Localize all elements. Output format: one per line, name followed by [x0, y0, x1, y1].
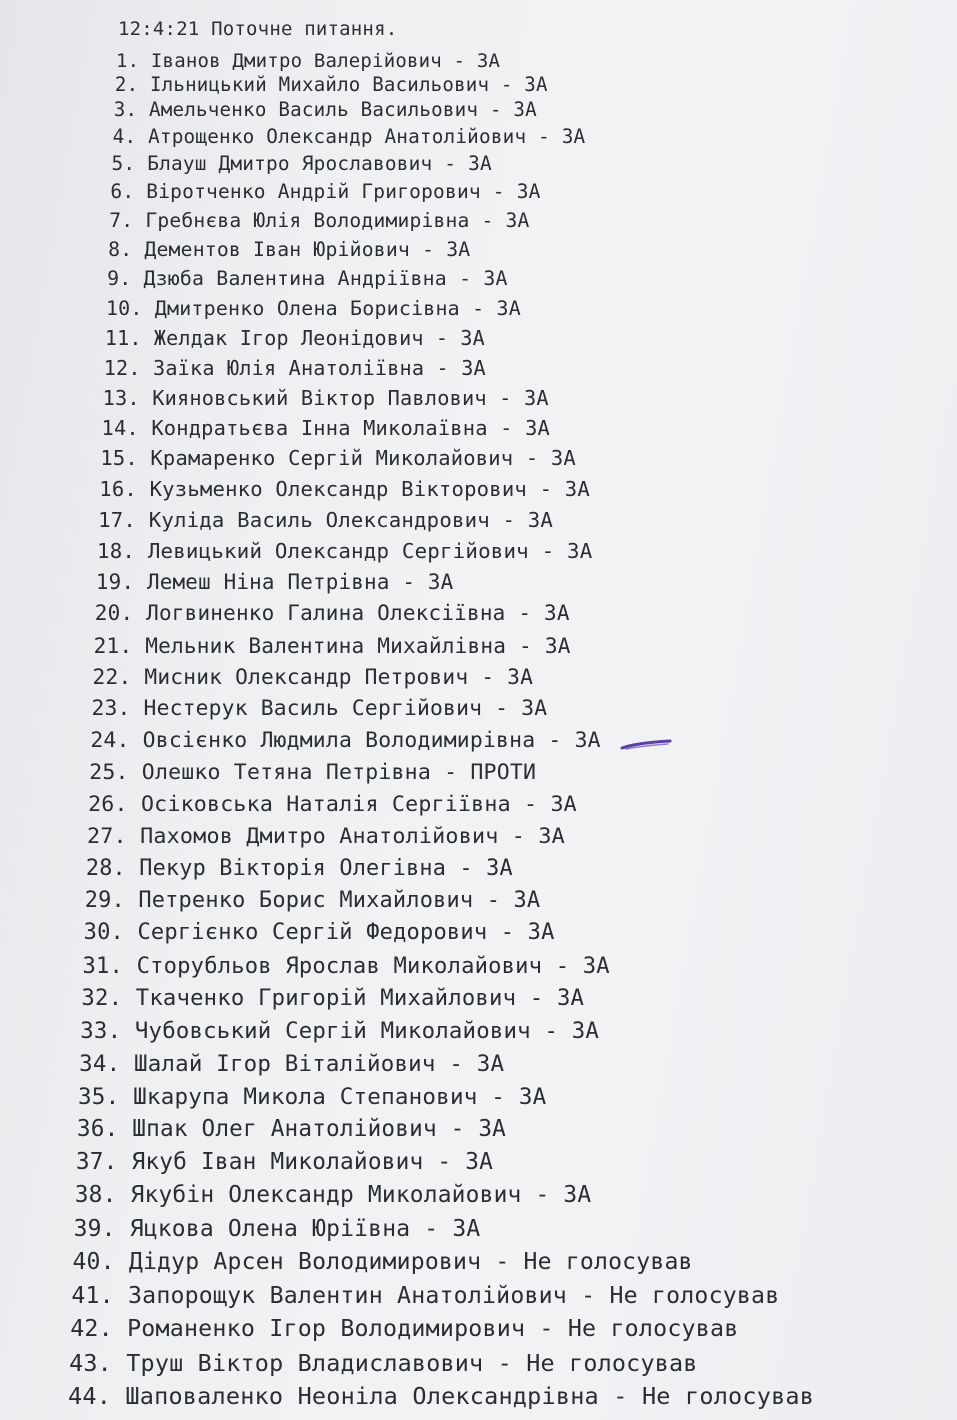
row-number: 30. [83, 920, 124, 946]
vote-result: ЗА [550, 791, 577, 817]
row-number: 10. [105, 296, 143, 320]
vote-result: ЗА [538, 823, 565, 849]
vote-row [96, 570, 454, 594]
separator: - [542, 952, 583, 979]
vote-row [97, 539, 592, 563]
vote-row [85, 888, 541, 913]
separator: - [410, 1215, 453, 1242]
vote-result: ЗА [525, 415, 550, 440]
deputy-name: Якуб Іван Миколайович [131, 1149, 424, 1176]
deputy-name: Романенко Ігор Володимирович [127, 1315, 526, 1343]
vote-result: ЗА [427, 570, 454, 595]
row-number: 27. [86, 823, 127, 849]
vote-row [68, 1382, 814, 1410]
row-number: 15. [100, 446, 138, 471]
deputy-name: Кондратьєва Інна Миколаївна [151, 415, 488, 440]
deputy-name: Шаповаленко Неоніла Олександрівна [125, 1382, 599, 1410]
deputy-name: Труш Віктор Владиславович [126, 1348, 484, 1377]
vote-row [113, 125, 586, 148]
row-number: 17. [98, 507, 137, 532]
vote-result: ЗА [476, 50, 501, 72]
vote-row [104, 356, 486, 380]
deputy-name: Дмитренко Олена Борисівна [154, 296, 460, 320]
deputy-name: Петренко Борис Михайлович [138, 888, 474, 914]
separator: - [516, 985, 557, 1012]
row-number: 4. [112, 125, 137, 149]
separator: - [513, 446, 551, 471]
row-number: 3. [113, 98, 138, 122]
deputy-name: Левицький Олександр Сергійович [147, 538, 529, 563]
vote-result: Не голосував [523, 1248, 693, 1275]
vote-row [116, 50, 500, 72]
vote-result: ЗА [505, 208, 530, 232]
separator: - [469, 208, 506, 232]
separator: - [489, 72, 525, 96]
separator: - [478, 98, 514, 122]
vote-result: ЗА [550, 446, 576, 471]
vote-row [99, 477, 590, 501]
vote-result: ЗА [521, 695, 548, 721]
row-number: 19. [95, 570, 135, 595]
vote-row [107, 267, 508, 290]
deputy-name: Кузьменко Олександр Вікторович [149, 477, 527, 502]
vote-row [84, 920, 555, 945]
deputy-name: Ільницький Михайло Васильович [149, 72, 490, 96]
deputy-name: Олешко Тетяна Петрівна [141, 759, 431, 785]
separator: - [430, 759, 471, 785]
vote-result: ЗА [563, 1182, 592, 1209]
vote-row [109, 209, 529, 232]
vote-result: ЗА [496, 296, 521, 320]
deputy-name: Нестерук Василь Сергійович [143, 695, 483, 721]
vote-row [77, 1116, 506, 1142]
vote-row [80, 1018, 599, 1044]
row-number: 28. [85, 855, 126, 881]
row-number: 40. [72, 1248, 115, 1275]
separator: - [505, 601, 544, 626]
vote-row [89, 760, 536, 785]
vote-row [94, 633, 571, 658]
separator: - [468, 664, 508, 690]
deputy-name: Чубовський Сергій Миколайович [134, 1018, 531, 1045]
separator: - [528, 538, 567, 563]
vote-result: ЗА [567, 538, 593, 563]
deputy-name: Дідур Арсен Володимирович [128, 1248, 482, 1275]
vote-row [103, 386, 549, 410]
row-number: 16. [99, 477, 137, 502]
vote-result: ЗА [523, 385, 549, 410]
deputy-name: Гребнєва Юлія Володимирівна [145, 208, 470, 232]
deputy-name: Сергієнко Сергій Федорович [137, 920, 488, 946]
vote-result: ЗА [527, 920, 555, 946]
deputy-name: Пахомов Дмитро Анатолійович [140, 823, 499, 849]
separator: - [487, 415, 526, 440]
separator: - [446, 266, 484, 290]
vote-row [78, 1084, 546, 1110]
vote-result: ПРОТИ [470, 759, 537, 785]
separator: - [459, 296, 497, 320]
vote-result: ЗА [516, 180, 541, 204]
row-number: 38. [74, 1182, 117, 1209]
row-number: 8. [108, 237, 133, 261]
row-number: 41. [71, 1281, 114, 1309]
vote-row [70, 1315, 738, 1342]
row-number: 23. [91, 695, 131, 721]
separator: - [389, 570, 428, 595]
row-number: 44. [68, 1382, 112, 1410]
row-number: 9. [107, 266, 132, 290]
separator: - [506, 632, 545, 658]
row-number: 13. [102, 385, 140, 410]
vote-row [79, 1051, 504, 1077]
vote-row [115, 73, 548, 96]
separator: - [535, 727, 575, 753]
vote-result: ЗА [507, 664, 534, 690]
separator: - [525, 1315, 568, 1343]
vote-result: ЗА [564, 477, 590, 502]
row-number: 22. [92, 664, 132, 690]
separator: - [482, 695, 522, 721]
vote-result: Не голосував [641, 1382, 815, 1410]
separator: - [486, 385, 524, 410]
vote-row [81, 985, 584, 1011]
vote-row [101, 416, 550, 440]
deputy-name: Дементов Іван Юрійович [144, 237, 410, 261]
vote-result: ЗА [518, 1083, 547, 1110]
row-number: 14. [101, 415, 139, 440]
row-number: 21. [93, 632, 133, 658]
deputy-name: Сторубльов Ярослав Миколайович [136, 952, 543, 979]
deputy-name: Крамаренко Сергій Миколайович [150, 446, 514, 471]
separator: - [436, 1116, 479, 1143]
separator: - [423, 1149, 466, 1176]
vote-row [71, 1282, 779, 1309]
separator: - [521, 1182, 564, 1209]
row-number: 12. [103, 355, 141, 380]
row-number: 20. [94, 601, 134, 626]
vote-result: ЗА [483, 266, 508, 290]
vote-result: ЗА [544, 601, 570, 626]
separator: - [530, 1018, 572, 1045]
separator: - [480, 180, 517, 204]
row-number: 29. [84, 888, 125, 914]
deputy-name: Шпак Олег Анатолійович [132, 1116, 437, 1143]
separator: - [483, 1348, 527, 1377]
deputy-name: Заїка Юлія Анатоліївна [153, 355, 425, 380]
header-time: 12:4:21 [118, 18, 200, 40]
row-number: 43. [69, 1348, 112, 1377]
row-number: 42. [70, 1315, 113, 1343]
row-number: 6. [110, 180, 135, 204]
row-number: 39. [73, 1215, 116, 1242]
pen-mark [620, 738, 672, 752]
vote-row [91, 696, 547, 721]
vote-result: ЗА [556, 985, 585, 1012]
vote-row [76, 1149, 493, 1175]
vote-result: ЗА [571, 1018, 600, 1045]
deputy-name: Мисник Олександр Петрович [144, 664, 469, 690]
deputy-name: Лемеш Ніна Петрівна [147, 570, 390, 595]
row-number: 5. [111, 152, 136, 176]
vote-result: ЗА [486, 855, 513, 881]
vote-result: ЗА [476, 1050, 505, 1077]
separator: - [424, 355, 462, 380]
separator: - [498, 823, 539, 849]
separator: - [598, 1382, 642, 1410]
row-number: 2. [114, 72, 139, 96]
vote-row [98, 508, 553, 532]
deputy-name: Атрощенко Олександр Анатолійович [148, 125, 527, 149]
row-number: 11. [104, 325, 142, 350]
vote-row [100, 446, 576, 470]
vote-row [87, 824, 565, 849]
row-number: 7. [109, 208, 134, 232]
separator: - [481, 1248, 524, 1275]
separator: - [566, 1281, 610, 1309]
separator: - [409, 237, 447, 261]
row-number: 24. [90, 727, 130, 753]
vote-row [112, 152, 492, 175]
deputy-name: Шалай Ігор Віталійович [134, 1050, 436, 1077]
row-number: 1. [116, 50, 140, 72]
separator: - [477, 1083, 519, 1110]
vote-result: Не голосував [567, 1315, 739, 1343]
vote-result: ЗА [452, 1215, 481, 1242]
separator: - [489, 507, 528, 532]
vote-result: ЗА [544, 632, 571, 658]
vote-result: ЗА [446, 237, 471, 261]
vote-row [93, 664, 534, 689]
deputy-name: Овсієнко Людмила Володимирівна [142, 727, 536, 753]
deputy-name: Шкарупа Микола Степанович [133, 1083, 478, 1110]
deputy-name: Яцкова Олена Юріївна [129, 1215, 411, 1242]
deputy-name: Ткаченко Григорій Михайлович [135, 985, 517, 1012]
deputy-name: Мельник Валентина Михайлівна [145, 632, 507, 658]
separator: - [487, 920, 528, 946]
vote-row [108, 238, 470, 261]
row-number: 37. [75, 1149, 118, 1176]
vote-result: ЗА [527, 507, 554, 532]
row-number: 18. [97, 538, 136, 563]
deputy-name: Запорощук Валентин Анатолійович [128, 1281, 567, 1309]
row-number: 25. [89, 759, 129, 785]
separator: - [446, 855, 487, 881]
row-number: 32. [81, 985, 123, 1012]
vote-row [114, 98, 537, 121]
vote-row [72, 1249, 692, 1275]
vote-result: ЗА [561, 125, 586, 149]
row-number: 36. [76, 1116, 119, 1143]
vote-row [90, 728, 600, 753]
vote-result: ЗА [460, 325, 485, 350]
deputy-name: Пекур Вікторія Олегівна [139, 855, 447, 881]
vote-result: ЗА [524, 72, 548, 96]
row-number: 34. [79, 1050, 121, 1077]
separator: - [526, 125, 562, 149]
deputy-name: Куліда Василь Олександрович [148, 507, 490, 532]
vote-row [86, 856, 513, 881]
vote-result: ЗА [461, 355, 486, 380]
vote-row [95, 601, 570, 625]
row-number: 26. [88, 791, 128, 817]
vote-row [83, 953, 610, 979]
vote-row [74, 1216, 481, 1242]
separator: - [423, 325, 461, 350]
separator: - [510, 791, 551, 817]
separator: - [441, 50, 477, 72]
deputy-name: Блауш Дмитро Ярославович [147, 152, 433, 176]
header-title: Поточне питання. [211, 18, 398, 40]
separator: - [473, 888, 514, 914]
vote-result: ЗА [478, 1116, 507, 1143]
row-number: 33. [80, 1018, 122, 1045]
deputy-name: Амельченко Василь Васильович [149, 98, 479, 122]
vote-row [69, 1349, 697, 1377]
deputy-name: Дзюба Валентина Андріївна [143, 266, 447, 290]
deputy-name: Кияновський Віктор Павлович [152, 385, 487, 410]
separator: - [526, 477, 565, 502]
deputy-name: Логвиненко Галина Олексіївна [146, 601, 506, 626]
vote-row [106, 296, 521, 320]
row-number: 31. [82, 952, 124, 979]
deputy-name: Віротченко Андрій Григорович [146, 180, 481, 204]
deputy-name: Якубін Олександр Миколайович [130, 1182, 522, 1209]
vote-row [88, 792, 577, 817]
vote-row [75, 1182, 592, 1208]
deputy-name: Осіковська Наталія Сергіївна [140, 791, 511, 817]
vote-result: ЗА [582, 952, 610, 979]
vote-row [110, 180, 540, 203]
vote-result: Не голосував [526, 1348, 698, 1377]
vote-result: ЗА [468, 152, 492, 176]
vote-result: ЗА [574, 727, 601, 753]
deputy-name: Желдак Ігор Леонідович [153, 325, 424, 350]
vote-result: ЗА [513, 888, 541, 914]
vote-result: ЗА [465, 1149, 493, 1176]
vote-row [105, 326, 485, 350]
separator: - [435, 1050, 477, 1077]
vote-result: ЗА [513, 98, 537, 122]
vote-result: Не голосував [609, 1281, 780, 1309]
separator: - [432, 152, 469, 176]
row-number: 35. [78, 1083, 120, 1110]
deputy-name: Іванов Дмитро Валерійович [150, 50, 442, 72]
